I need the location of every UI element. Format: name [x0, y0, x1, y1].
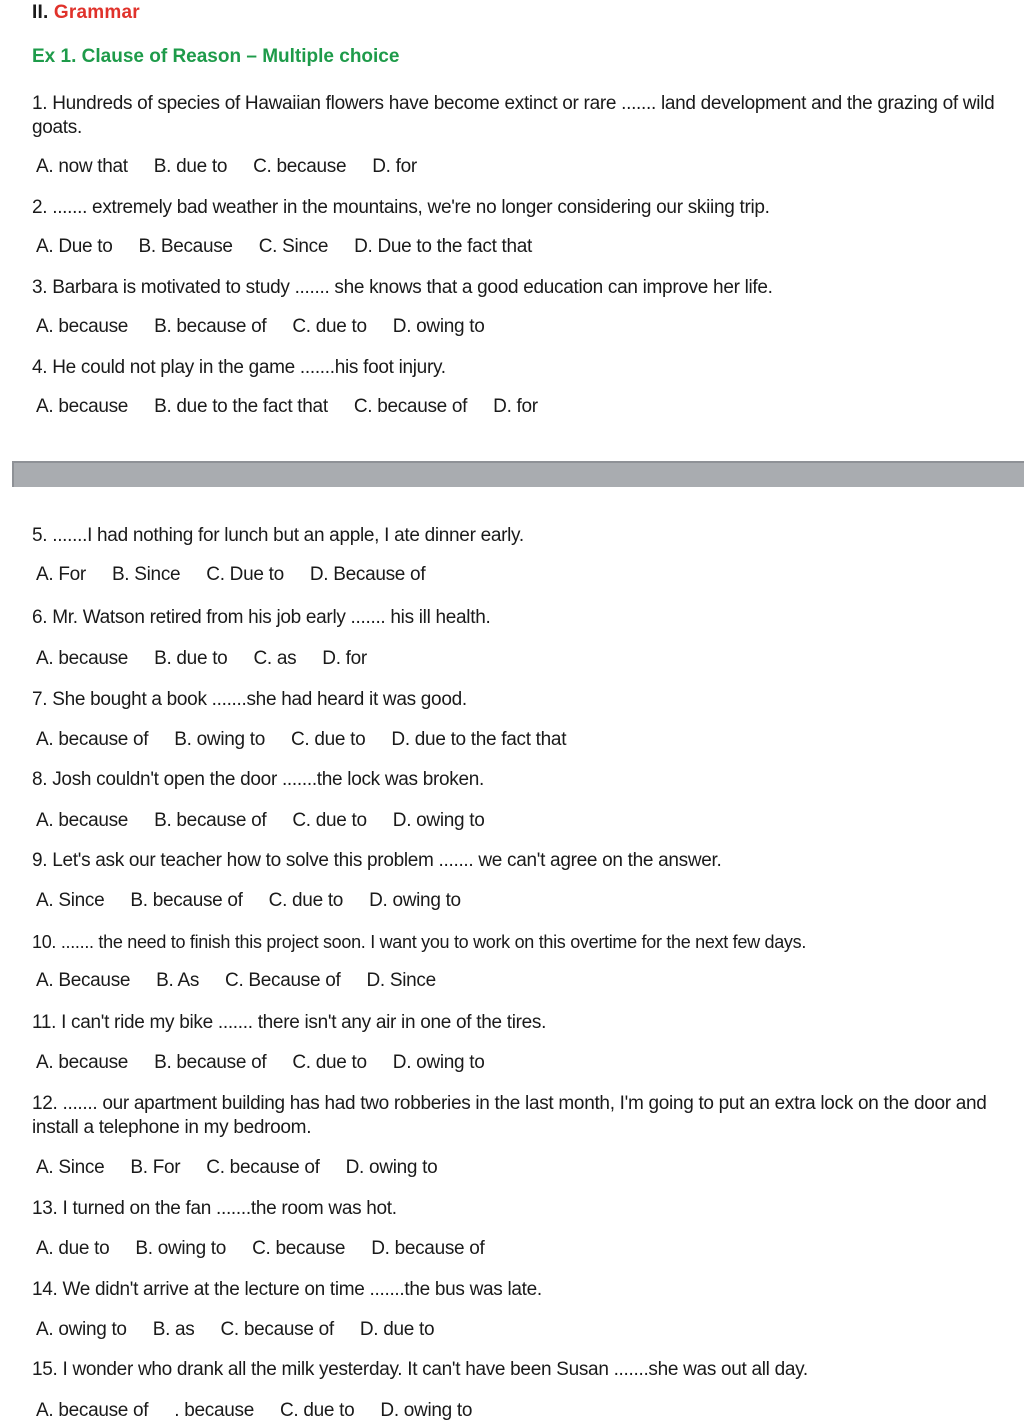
option: D. Since: [366, 970, 436, 991]
section-title: Grammar: [53, 2, 140, 23]
option: C. Because of: [225, 970, 341, 991]
options-row: [36, 648, 393, 670]
option: A. because of: [36, 729, 149, 750]
option: B. due to the fact that: [154, 396, 328, 417]
option: D. owing to: [345, 1157, 438, 1178]
question-text: 9. Let's ask our teacher how to solve this problem ....... we can't agree on the answer.: [32, 850, 722, 871]
option: B. owing to: [135, 1238, 227, 1259]
option: D. due to: [359, 1319, 435, 1340]
options-row: [36, 810, 511, 832]
page-divider: [12, 461, 1024, 487]
question-text: 12. ....... our apartment building has had two robberies in the last month, I'm going to put an extra lock on the door and install a telephone in my bedroom.: [32, 1093, 987, 1138]
option: B. because of: [154, 316, 267, 337]
option: A. due to: [36, 1238, 110, 1259]
options-row: [36, 1238, 511, 1260]
option: C. because: [252, 1238, 346, 1259]
option: B. as: [152, 1319, 195, 1340]
options-row: [36, 1400, 498, 1422]
option: A. because: [36, 396, 129, 417]
question-text: 10. ....... the need to finish this project soon. I want you to work on this overtime for the next few days.: [32, 932, 807, 952]
option: C. due to: [280, 1400, 355, 1421]
option: C. due to: [292, 1052, 367, 1073]
option: D. for: [372, 156, 417, 177]
option: D. owing to: [369, 890, 461, 911]
option: D. for: [322, 648, 367, 669]
option: B. because of: [154, 810, 267, 831]
option: B. For: [130, 1157, 181, 1178]
options-row: [36, 890, 487, 912]
options-row: [36, 1052, 511, 1074]
option: D. due to the fact that: [391, 729, 567, 750]
option: A. Because: [36, 970, 131, 991]
option: B. As: [156, 970, 200, 991]
option: D. Because of: [309, 564, 426, 585]
option: C. because of: [220, 1319, 334, 1340]
option: C. as: [253, 648, 297, 669]
question-text: 7. She bought a book .......she had heard it was good.: [32, 689, 467, 710]
option: D. for: [493, 396, 538, 417]
options-row: [36, 396, 564, 418]
option: D. because of: [371, 1238, 485, 1259]
option: A. because: [36, 810, 129, 831]
option: D. owing to: [380, 1400, 473, 1421]
option: B. owing to: [174, 729, 265, 750]
option: A. now that: [36, 156, 128, 177]
option: B. because of: [154, 1052, 267, 1073]
option: D. owing to: [392, 1052, 485, 1073]
option: B. because of: [130, 890, 243, 911]
option: A. because: [36, 316, 129, 337]
question-text: 1. Hundreds of species of Hawaiian flowers have become extinct or rare ....... land development and the grazing of wild goats.: [32, 93, 995, 138]
question-text: 14. We didn't arrive at the lecture on time .......the bus was late.: [32, 1279, 542, 1300]
option: A. because of: [36, 1400, 149, 1421]
option: A. Since: [36, 1157, 105, 1178]
option: B. Since: [111, 564, 181, 585]
section-heading: [32, 2, 140, 24]
options-row: [36, 970, 462, 992]
option: A. Since: [36, 890, 105, 911]
option: B. Because: [138, 236, 233, 257]
option: A. because: [36, 1052, 129, 1073]
option: D. Due to the fact that: [354, 236, 533, 257]
option: . because: [174, 1400, 254, 1421]
option: A. owing to: [36, 1319, 127, 1340]
option: A. Due to: [36, 236, 113, 257]
options-row: [36, 1319, 460, 1341]
option: B. due to: [153, 156, 228, 177]
option: C. due to: [292, 810, 367, 831]
option: C. due to: [268, 890, 344, 911]
exercise-title: Ex 1. Clause of Reason – Multiple choice: [32, 46, 400, 67]
option: C. due to: [292, 316, 367, 337]
option: B. due to: [154, 648, 228, 669]
question-text: 2. ....... extremely bad weather in the mountains, we're no longer considering our skiing trip.: [32, 197, 770, 218]
options-row: [36, 1157, 463, 1179]
question-text: 15. I wonder who drank all the milk yesterday. It can't have been Susan .......she was out all day.: [32, 1359, 808, 1380]
question-text: 11. I can't ride my bike ....... there isn't any air in one of the tires.: [32, 1012, 547, 1033]
section-number: II.: [32, 2, 49, 23]
question-text: 8. Josh couldn't open the door .......the lock was broken.: [32, 769, 485, 790]
options-row: [36, 236, 558, 258]
options-row: [36, 564, 451, 586]
options-row: [36, 316, 511, 338]
question-text: 6. Mr. Watson retired from his job early ....... his ill health.: [32, 607, 491, 628]
option: D. owing to: [392, 810, 485, 831]
option: C. because of: [353, 396, 468, 417]
option: A. For: [36, 564, 86, 585]
question-text: 3. Barbara is motivated to study ....... she knows that a good education can improve her life.: [32, 277, 773, 298]
question-text: 5. .......I had nothing for lunch but an apple, I ate dinner early.: [32, 525, 524, 546]
options-row: [36, 156, 443, 178]
option: A. because: [36, 648, 129, 669]
question-text: 4. He could not play in the game .......his foot injury.: [32, 357, 446, 378]
option: C. Due to: [206, 564, 284, 585]
question-text: 13. I turned on the fan .......the room was hot.: [32, 1198, 397, 1219]
option: C. because: [253, 156, 347, 177]
option: D. owing to: [392, 316, 485, 337]
option: C. Since: [258, 236, 329, 257]
option: C. because of: [206, 1157, 320, 1178]
option: C. due to: [291, 729, 366, 750]
options-row: [36, 729, 592, 751]
